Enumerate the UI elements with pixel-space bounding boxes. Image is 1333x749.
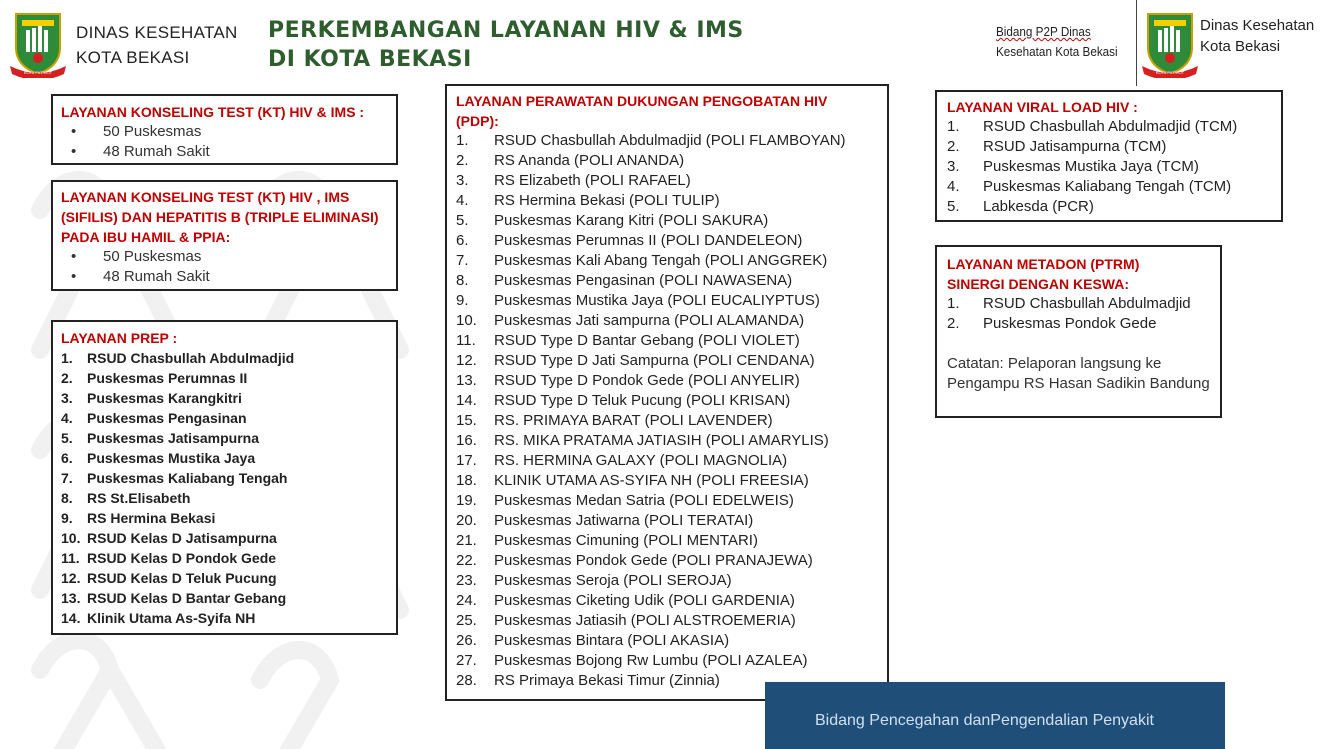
item-text: RSUD Type D Pondok Gede (POLI ANYELIR) <box>494 372 800 389</box>
item-number: 1. <box>947 118 960 135</box>
metadon-title <box>947 254 1210 294</box>
item-number: 19. <box>456 492 477 509</box>
item-number: 3. <box>947 158 960 175</box>
org-name-right-line2: Kota Bekasi <box>1200 38 1281 55</box>
item-number: 21. <box>456 532 477 549</box>
list-item <box>456 191 878 211</box>
bidang-label <box>996 22 1118 62</box>
item-text: Puskesmas Medan Satria (POLI EDELWEIS) <box>494 492 794 509</box>
item-text: RSUD Kelas D Bantar Gebang <box>87 590 287 606</box>
item-number: 5. <box>456 212 469 229</box>
item-number: 2. <box>456 152 469 169</box>
item-number: 20. <box>456 512 477 529</box>
metadon-note: Catatan: Pelaporan langsung ke Pengampu RS Hasan Sadikin Bandung <box>947 355 1210 392</box>
metadon-title-line2: SINERGI DENGAN KESWA: <box>947 276 1130 292</box>
kt-hiv-ims-box <box>51 94 398 165</box>
item-number: 5. <box>61 430 73 446</box>
list-item <box>456 331 878 351</box>
item-text: RS Elizabeth (POLI RAFAEL) <box>494 172 691 189</box>
prep-title: LAYANAN PREP : <box>61 330 178 346</box>
list-item <box>456 411 878 431</box>
list-item <box>947 294 1210 314</box>
list-item <box>61 408 388 428</box>
metadon-box <box>935 245 1222 418</box>
item-number: 14. <box>61 610 81 626</box>
item-number: 11. <box>456 332 476 349</box>
kt-triple-title: LAYANAN KONSELING TEST (KT) HIV , IMS (SIFILIS) DAN HEPATITIS B (TRIPLE ELIMINASI) PADA IBU HAMIL & PPIA: <box>61 189 379 245</box>
list-item <box>61 588 388 608</box>
item-number: 2. <box>947 138 960 155</box>
list-item <box>456 611 878 631</box>
footer-text: Bidang Pencegahan danPengendalian Penyakit <box>815 712 1154 729</box>
pdp-title: LAYANAN PERAWATAN DUKUNGAN PENGOBATAN HIV (PDP): <box>456 93 828 129</box>
item-text: RS. MIKA PRATAMA JATIASIH (POLI AMARYLIS) <box>494 432 829 449</box>
page-title <box>268 16 744 74</box>
list-item <box>61 548 388 568</box>
item-text: Puskesmas Jatiwarna (POLI TERATAI) <box>494 512 754 529</box>
item-text: RSUD Type D Jati Sampurna (POLI CENDANA) <box>494 352 815 369</box>
list-item <box>456 511 878 531</box>
item-number: 26. <box>456 632 477 649</box>
list-item: • 50 Puskesmas <box>71 248 202 265</box>
list-item <box>947 314 1210 334</box>
item-number: 7. <box>456 252 469 269</box>
list-item <box>61 368 388 388</box>
list-item <box>456 431 878 451</box>
item-number: 1. <box>456 132 469 149</box>
list-item <box>456 491 878 511</box>
bullet-icon: • <box>71 268 77 285</box>
item-text: RSUD Type D Bantar Gebang (POLI VIOLET) <box>494 332 800 349</box>
item-text: Puskesmas Perumnas II (POLI DANDELEON) <box>494 232 803 249</box>
list-item <box>456 171 878 191</box>
list-item <box>61 568 388 588</box>
item-text: RSUD Chasbullah Abdulmadjid <box>983 295 1191 312</box>
list-item <box>456 571 878 591</box>
list-item <box>947 117 1271 137</box>
list-item <box>456 311 878 331</box>
logo-caption-right: KOTA PATRIOT <box>1155 70 1185 75</box>
item-text: Puskesmas Jati sampurna (POLI ALAMANDA) <box>494 312 805 329</box>
item-number: 23. <box>456 572 477 589</box>
metadon-title-line1: LAYANAN METADON (PTRM) <box>947 256 1140 272</box>
item-text: Labkesda (PCR) <box>983 198 1094 215</box>
item-text: Puskesmas Mustika Jaya <box>87 450 256 466</box>
item-text: Puskesmas Cimuning (POLI MENTARI) <box>494 532 758 549</box>
item-number: 9. <box>61 510 73 526</box>
list-item <box>456 271 878 291</box>
page-title-line2: DI KOTA BEKASI <box>268 47 472 72</box>
item-text: Puskesmas Mustika Jaya (TCM) <box>983 158 1199 175</box>
item-text: RS. PRIMAYA BARAT (POLI LAVENDER) <box>494 412 773 429</box>
bullet-icon: • <box>71 248 77 265</box>
item-number: 9. <box>456 292 469 309</box>
item-number: 7. <box>61 470 73 486</box>
item-number: 3. <box>456 172 469 189</box>
list-item <box>947 197 1271 217</box>
list-item: • 50 Puskesmas <box>71 123 202 140</box>
item-number: 14. <box>456 392 477 409</box>
list-item <box>947 157 1271 177</box>
item-number: 10. <box>456 312 477 329</box>
list-item <box>456 551 878 571</box>
item-number: 25. <box>456 612 477 629</box>
org-name-left-line2: KOTA BEKASI <box>76 48 190 67</box>
item-text: RSUD Type D Teluk Pucung (POLI KRISAN) <box>494 392 791 409</box>
list-item <box>61 388 388 408</box>
item-text: Puskesmas Jatiasih (POLI ALSTROEMERIA) <box>494 612 796 629</box>
item-number: 1. <box>61 350 73 366</box>
list-item <box>456 291 878 311</box>
item-number: 8. <box>456 272 469 289</box>
item-number: 5. <box>947 198 960 215</box>
prep-box <box>51 320 398 635</box>
item-text: KLINIK UTAMA AS-SYIFA NH (POLI FREESIA) <box>494 472 809 489</box>
list-item <box>456 351 878 371</box>
item-number: 6. <box>456 232 469 249</box>
list-item <box>456 211 878 231</box>
list-item <box>456 471 878 491</box>
item-number: 28. <box>456 672 477 689</box>
item-text: Klinik Utama As-Syifa NH <box>87 610 256 626</box>
list-item <box>456 451 878 471</box>
item-number: 10. <box>61 530 81 546</box>
item-number: 18. <box>456 472 477 489</box>
page-title-line1: PERKEMBANGAN LAYANAN HIV & IMS <box>268 18 744 43</box>
item-text: Puskesmas Pengasinan <box>87 410 247 426</box>
list-item <box>456 251 878 271</box>
list-item <box>61 528 388 548</box>
item-text: RS Hermina Bekasi <box>87 510 216 526</box>
item-text: Puskesmas Perumnas II <box>87 370 248 386</box>
bullet-icon: • <box>71 143 77 160</box>
item-text: RSUD Kelas D Pondok Gede <box>87 550 277 566</box>
item-text: Puskesmas Kaliabang Tengah <box>87 470 288 486</box>
list-item <box>456 131 878 151</box>
kota-bekasi-logo-right <box>1140 8 1200 78</box>
item-text: Puskesmas Pondok Gede <box>983 315 1157 332</box>
org-name-left-line1: DINAS KESEHATAN <box>76 23 238 42</box>
list-item <box>61 488 388 508</box>
item-number: 4. <box>61 410 73 426</box>
kt-triple-box <box>51 180 398 291</box>
item-text: RSUD Kelas D Jatisampurna <box>87 530 277 546</box>
list-item <box>456 531 878 551</box>
item-text: RSUD Chasbullah Abdulmadjid <box>87 350 295 366</box>
item-text: RSUD Chasbullah Abdulmadjid (TCM) <box>983 118 1238 135</box>
bidang-label-line2: Kesehatan Kota Bekasi <box>996 44 1118 59</box>
item-number: 17. <box>456 452 477 469</box>
item-text: RS Hermina Bekasi (POLI TULIP) <box>494 192 720 209</box>
item-number: 3. <box>61 390 73 406</box>
list-item <box>61 508 388 528</box>
item-text: Puskesmas Karangkitri <box>87 390 242 406</box>
list-item <box>61 428 388 448</box>
item-text: RSUD Jatisampurna (TCM) <box>983 138 1167 155</box>
org-name-right-line1: Dinas Kesehatan <box>1200 17 1315 34</box>
list-item <box>456 651 878 671</box>
item-text: RS. HERMINA GALAXY (POLI MAGNOLIA) <box>494 452 788 469</box>
org-name-right <box>1200 15 1314 57</box>
item-number: 15. <box>456 412 477 429</box>
list-item: • 48 Rumah Sakit <box>71 143 210 160</box>
item-text: RSUD Chasbullah Abdulmadjid (POLI FLAMBOYAN) <box>494 132 846 149</box>
item-number: 12. <box>456 352 477 369</box>
item-number: 4. <box>456 192 469 209</box>
list-item <box>61 608 388 628</box>
item-number: 24. <box>456 592 477 609</box>
kt-hiv-ims-title: LAYANAN KONSELING TEST (KT) HIV & IMS : <box>61 104 365 120</box>
item-text: RS Ananda (POLI ANANDA) <box>494 152 685 169</box>
item-text: Puskesmas Pondok Gede (POLI PRANAJEWA) <box>494 552 813 569</box>
pdp-box <box>445 84 889 701</box>
item-number: 12. <box>61 570 81 586</box>
item-text: Puskesmas Seroja (POLI SEROJA) <box>494 572 732 589</box>
list-item <box>61 448 388 468</box>
item-number: 13. <box>456 372 477 389</box>
item-number: 22. <box>456 552 477 569</box>
item-number: 2. <box>61 370 73 386</box>
item-number: 2. <box>947 315 960 332</box>
item-number: 6. <box>61 450 73 466</box>
item-number: 8. <box>61 490 73 506</box>
pdp-list <box>456 131 878 691</box>
item-text: RS St.Elisabeth <box>87 490 191 506</box>
list-item <box>456 591 878 611</box>
item-text: Puskesmas Kaliabang Tengah (TCM) <box>983 178 1232 195</box>
list-item <box>947 137 1271 157</box>
list-item <box>456 631 878 651</box>
item-number: 1. <box>947 295 960 312</box>
item-text: Puskesmas Bojong Rw Lumbu (POLI AZALEA) <box>494 652 808 669</box>
item-number: 27. <box>456 652 477 669</box>
item-number: 4. <box>947 178 960 195</box>
list-item <box>456 391 878 411</box>
list-item <box>947 177 1271 197</box>
item-number: 13. <box>61 590 81 606</box>
item-text: Puskesmas Pengasinan (POLI NAWASENA) <box>494 272 793 289</box>
item-number: 16. <box>456 432 477 449</box>
list-item <box>456 231 878 251</box>
item-text: Puskesmas Karang Kitri (POLI SAKURA) <box>494 212 769 229</box>
list-item: • 48 Rumah Sakit <box>71 268 210 285</box>
metadon-list <box>947 294 1210 334</box>
item-text: Puskesmas Mustika Jaya (POLI EUCALIYPTUS) <box>494 292 820 309</box>
kt-hiv-ims-list <box>61 122 388 162</box>
bidang-label-line1: Bidang P2P Dinas <box>996 24 1091 39</box>
list-item <box>61 468 388 488</box>
item-text: Puskesmas Jatisampurna <box>87 430 259 446</box>
prep-list <box>61 348 388 628</box>
list-item <box>456 371 878 391</box>
list-item <box>456 151 878 171</box>
item-text: Puskesmas Ciketing Udik (POLI GARDENIA) <box>494 592 795 609</box>
item-text: Puskesmas Kali Abang Tengah (POLI ANGGREK) <box>494 252 828 269</box>
kt-triple-list <box>61 247 388 287</box>
list-item <box>61 348 388 368</box>
item-text: Puskesmas Bintara (POLI AKASIA) <box>494 632 730 649</box>
viral-load-box <box>935 90 1283 222</box>
item-text: RSUD Kelas D Teluk Pucung <box>87 570 277 586</box>
org-name-left <box>76 20 238 70</box>
viral-load-title: LAYANAN VIRAL LOAD HIV : <box>947 99 1138 115</box>
header-divider <box>1136 0 1137 86</box>
item-text: RS Primaya Bekasi Timur (Zinnia) <box>494 672 720 689</box>
item-number: 11. <box>61 550 80 566</box>
viral-load-list <box>947 117 1271 217</box>
bullet-icon: • <box>71 123 77 140</box>
kota-bekasi-logo-left <box>8 8 68 78</box>
logo-caption-left: KOTA PATRIOT <box>23 70 53 75</box>
